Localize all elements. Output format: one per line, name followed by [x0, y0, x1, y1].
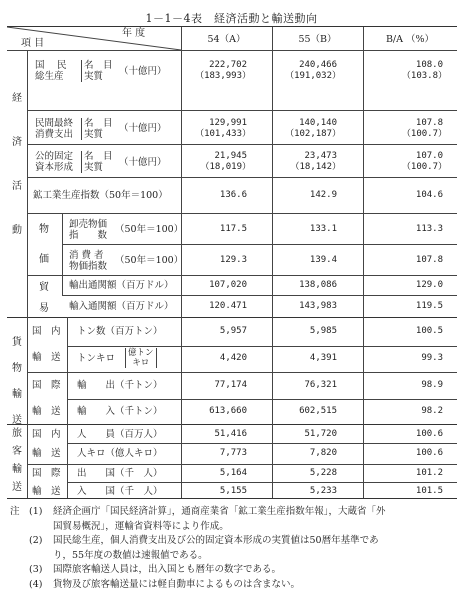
col-divider [27, 50, 28, 498]
row-divider [67, 346, 457, 347]
header-col-54: 54（A） [207, 34, 246, 45]
consumption-v2: 140,140 [299, 118, 337, 128]
f-int-exp-v2: 76,321 [304, 380, 337, 390]
consumption-v1: 129,991 [209, 118, 247, 128]
consumption-label1: 民間最終 [35, 118, 74, 129]
note-3 [7, 563, 459, 578]
group-keizai: 経 済 活 動 [12, 93, 22, 236]
gnp-label1: 国 民 [35, 60, 67, 71]
section-divider [7, 317, 457, 318]
note-4 [7, 578, 459, 593]
p-int-in-v2: 5,233 [309, 486, 337, 496]
p-dom-pkm-label: 人キロ（億人キロ） [77, 448, 163, 459]
note-2-mark: (2) [29, 535, 43, 546]
import-v3: 119.5 [415, 301, 443, 311]
note-1-line1: 経済企画庁「国民経済計算」，通商産業省「鉱工業生産指数年報」，大蔵省「外 [53, 506, 386, 517]
p-dom-pkm-v2: 7,820 [309, 448, 337, 458]
f-dom-tkm-v2: 4,391 [309, 353, 337, 363]
gnp-v3: 108.0 [415, 60, 443, 70]
cpi-label1: 消 費 者 [69, 250, 104, 261]
wholesale-v3: 113.3 [415, 224, 443, 234]
data-table [7, 26, 457, 499]
gnp-v3b: （103.8） [401, 71, 447, 81]
p-int-out-v1: 5,164 [219, 468, 247, 478]
header-koumoku: 項 目 [21, 38, 45, 49]
import-v2: 143,983 [299, 301, 337, 311]
p-dom-ppl-v3: 100.6 [415, 429, 443, 439]
export-v2: 138,086 [299, 280, 337, 290]
note-3-mark: (3) [29, 564, 43, 575]
section-divider [7, 424, 457, 425]
p-int-in-v3: 101.5 [415, 486, 443, 496]
p-int-out-label: 出 国（千 人） [77, 468, 163, 479]
capital-label1: 公的固定 [35, 151, 74, 162]
col-divider [363, 27, 364, 498]
row-divider [67, 482, 457, 483]
row-divider [27, 177, 457, 178]
import-label: 輸入通関額（百万ドル） [69, 301, 174, 312]
note-4-mark: (4) [29, 578, 43, 590]
header-col-55: 55（B） [298, 34, 337, 45]
p-dom-pkm-v3: 100.6 [415, 448, 443, 458]
capital-jisshitsu: 実質 [81, 162, 103, 173]
passenger-domestic-a: 国 内 [32, 429, 61, 440]
p-dom-ppl-v1: 51,416 [214, 429, 247, 439]
capital-v1b: （18,019） [200, 162, 251, 172]
f-int-exp-v1: 77,174 [214, 380, 247, 390]
notes-head: 注 [10, 506, 20, 517]
passenger-domestic-b: 輸 送 [32, 448, 61, 459]
f-int-exp-label: 輸 出（千トン） [77, 380, 163, 391]
row-divider [27, 275, 457, 276]
p-int-out-v3: 101.2 [415, 468, 443, 478]
mining-v2: 142.9 [309, 190, 337, 200]
mining-v3: 104.6 [415, 190, 443, 200]
capital-v3: 107.0 [415, 151, 443, 161]
row-divider [67, 399, 457, 400]
passenger-intl-b: 輸 送 [32, 486, 61, 497]
mining-label: 鉱工業生産指数（50年＝100） [33, 190, 168, 201]
row-divider [27, 110, 457, 111]
f-dom-tkm-label: トンキロ [77, 353, 116, 364]
capital-unit: （十億円） [119, 157, 167, 168]
freight-intl-a: 国 際 [32, 380, 61, 391]
freight-domestic-a: 国 内 [32, 326, 61, 337]
capital-v2b: （18,142） [290, 162, 341, 172]
f-int-imp-label: 輸 入（千トン） [77, 406, 163, 417]
passenger-intl-a: 国 際 [32, 468, 61, 479]
row-divider [67, 443, 457, 444]
col-divider [272, 27, 273, 498]
gnp-meimoku: 名 目 [81, 60, 113, 71]
f-dom-ton-v1: 5,957 [219, 326, 247, 336]
f-int-imp-v3: 98.2 [421, 406, 443, 416]
f-int-exp-v3: 98.9 [421, 380, 443, 390]
note-3-line1: 国際旅客輸送人員は，出入国とも暦年の数字である。 [53, 564, 282, 575]
consumption-label2: 消費支出 [35, 129, 74, 140]
gnp-label2: 総生産 [35, 71, 64, 82]
consumption-meimoku: 名 目 [81, 118, 113, 129]
p-int-in-v1: 5,155 [219, 486, 247, 496]
gnp-v1b: （183,993） [195, 71, 251, 81]
wholesale-label1: 卸売物価 [69, 219, 108, 230]
consumption-v3b: （100.7） [401, 129, 447, 139]
p-dom-pkm-v1: 7,773 [219, 448, 247, 458]
wholesale-label2: 指 数 [69, 230, 108, 241]
group-bukka: 物 価 [39, 224, 49, 265]
f-dom-tkm-v3: 99.3 [421, 353, 443, 363]
f-int-imp-v1: 613,660 [209, 406, 247, 416]
cpi-v2: 139.4 [309, 255, 337, 265]
p-int-in-label: 入 国（千 人） [77, 486, 163, 497]
f-dom-ton-v2: 5,985 [309, 326, 337, 336]
cpi-unit: （50年＝100） [115, 255, 184, 266]
capital-v3b: （100.7） [401, 162, 447, 172]
capital-meimoku: 名 目 [81, 151, 113, 162]
row-divider [27, 464, 457, 465]
note-2 [7, 534, 459, 563]
cpi-label2: 物価指数 [69, 261, 108, 272]
table-notes [7, 505, 459, 592]
header-col-ratio: B/A （%） [385, 34, 435, 45]
note-1-line2: 国貿易概況」，運輸省資料等により作成。 [53, 520, 229, 532]
note-2-line1: 国民総生産，個人消費支出及び公的固定資本形成の実質値は50暦年基準であ [53, 535, 379, 546]
group-kamotsu: 貨 物 輸 送 [12, 337, 22, 426]
freight-intl-b: 輸 送 [32, 406, 61, 417]
p-int-out-v2: 5,228 [309, 468, 337, 478]
header-nendo: 年 度 [122, 28, 146, 39]
row-divider [27, 372, 457, 373]
import-v1: 120.471 [209, 301, 247, 311]
note-2-line2: り，55年度の数値は速報値である。 [53, 549, 208, 561]
wholesale-v1: 117.5 [219, 224, 247, 234]
export-label: 輸出通関額（百万ドル） [69, 280, 174, 291]
f-dom-tkm-v1: 4,420 [219, 353, 247, 363]
gnp-v2: 240,466 [299, 60, 337, 70]
consumption-unit: （十億円） [119, 123, 167, 134]
gnp-v1: 222,702 [209, 60, 247, 70]
row-divider [62, 244, 457, 245]
table-title: 1－1－4表 経済活動と輸送動向 [145, 12, 318, 25]
freight-domestic-b: 輸 送 [32, 352, 61, 363]
note-1 [7, 505, 459, 534]
wholesale-unit: （50年＝100） [115, 224, 184, 235]
cpi-v3: 107.8 [415, 255, 443, 265]
col-divider [67, 317, 68, 498]
gnp-v2b: （191,032） [285, 71, 341, 81]
p-dom-ppl-v2: 51,720 [304, 429, 337, 439]
cpi-v1: 129.3 [219, 255, 247, 265]
export-v3: 129.0 [415, 280, 443, 290]
consumption-v2b: （102,187） [285, 129, 341, 139]
mining-v1: 136.6 [219, 190, 247, 200]
row-divider [62, 295, 457, 296]
row-divider [27, 213, 457, 214]
consumption-jisshitsu: 実質 [81, 129, 103, 140]
capital-v2: 23,473 [304, 151, 337, 161]
p-dom-ppl-label: 人 員（百万人） [77, 429, 163, 440]
gnp-jisshitsu: 実質 [81, 71, 103, 82]
f-dom-ton-v3: 100.5 [415, 326, 443, 336]
consumption-v1b: （101,433） [195, 129, 251, 139]
wholesale-v2: 133.1 [309, 224, 337, 234]
group-boeki: 貿 易 [39, 282, 49, 314]
export-v1: 107,020 [209, 280, 247, 290]
row-divider [27, 144, 457, 145]
capital-label2: 資本形成 [35, 162, 74, 173]
note-4-line1: 貨物及び旅客輸送量には軽自動車によるものは含まない。 [53, 578, 301, 590]
consumption-v3: 107.8 [415, 118, 443, 128]
note-1-mark: (1) [29, 506, 43, 517]
gnp-unit: （十億円） [119, 66, 167, 77]
capital-v1: 21,945 [214, 151, 247, 161]
group-ryokaku: 旅 客 輸 送 [12, 428, 22, 493]
f-dom-ton-label: トン数（百万トン） [77, 326, 163, 337]
f-int-imp-v2: 602,515 [299, 406, 337, 416]
f-dom-tkm-unit: 億トン キロ [125, 348, 157, 368]
col-divider [62, 213, 63, 295]
